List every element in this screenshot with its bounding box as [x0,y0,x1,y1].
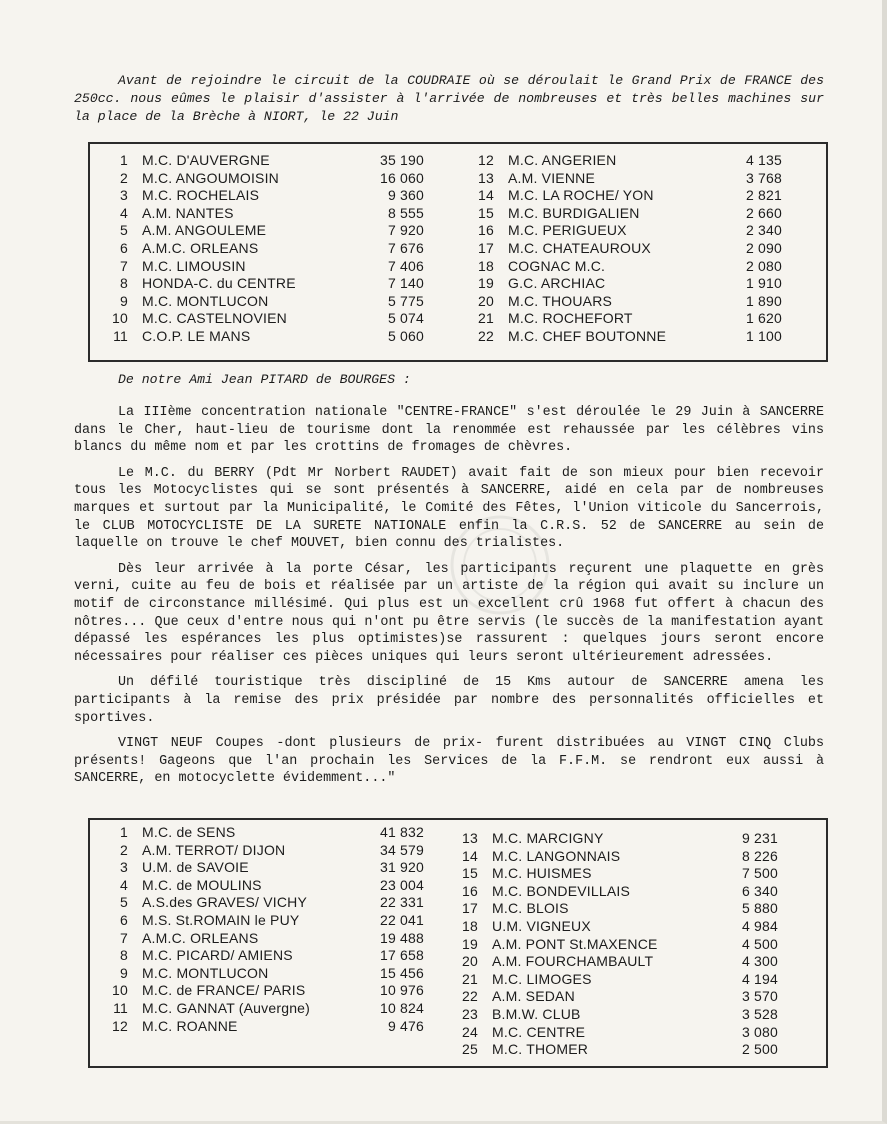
points-cell: 1 620 [745,310,782,327]
table-row [450,971,790,989]
rank-cell: 7 [120,929,128,946]
points-cell: 35 190 [379,152,424,168]
table-row [100,859,430,877]
rank-cell: 15 [478,204,494,221]
points-cell: 41 832 [379,824,424,840]
points-cell: 4 300 [741,953,778,970]
club-name-cell: M.C. ANGOUMOISIN [142,169,279,186]
table-row [450,953,790,971]
table-row [100,982,430,1000]
table-row [100,894,430,912]
points-cell: 9 231 [741,830,778,846]
rank-cell: 8 [120,947,128,964]
points-cell: 4 984 [741,917,778,934]
club-name-cell: M.C. CASTELNOVIEN [142,310,287,327]
club-name-cell: M.C. CENTRE [492,1023,586,1040]
club-name-cell: M.C. CHEF BOUTONNE [508,327,667,344]
points-cell: 23 004 [379,876,424,893]
table-row [450,936,790,954]
club-name-cell: M.C. LIMOGES [492,970,592,987]
points-cell: 34 579 [379,841,424,858]
points-cell: 10 824 [379,999,424,1016]
points-cell: 4 500 [741,935,778,952]
rank-cell: 5 [120,894,128,911]
points-cell: 5 880 [741,900,778,917]
club-name-cell: HONDA-C. du CENTRE [142,275,296,292]
club-name-cell: M.C. LIMOUSIN [142,257,246,274]
club-name-cell: A.M. VIENNE [508,169,595,186]
table-row [450,900,790,918]
rank-cell: 18 [462,917,478,934]
points-cell: 2 821 [745,187,782,204]
results-column-right [450,830,790,1059]
club-name-cell: A.M. PONT St.MAXENCE [492,935,658,952]
club-name-cell: M.C. MONTLUCON [142,964,269,981]
club-name-cell: M.C. BONDEVILLAIS [492,882,630,899]
club-name-cell: M.C. CHATEAUROUX [508,239,651,256]
table-row [466,205,796,223]
club-name-cell: A.M. TERROT/ DIJON [142,841,286,858]
table-row [100,1018,430,1036]
club-name-cell: C.O.P. LE MANS [142,327,251,344]
intro-paragraph [74,72,824,126]
table-row [100,205,430,223]
points-cell: 3 570 [741,988,778,1005]
rank-cell: 14 [478,187,494,204]
rank-cell: 9 [120,964,128,981]
table-row [466,152,796,170]
table-row [450,1041,790,1059]
rank-cell: 14 [462,847,478,864]
points-cell: 3 768 [745,169,782,186]
points-cell: 5 060 [387,327,424,344]
rank-cell: 19 [478,275,494,292]
table-row [100,187,430,205]
points-cell: 8 226 [741,847,778,864]
table-row [100,824,430,842]
club-name-cell: M.C. ROANNE [142,1017,238,1034]
points-cell: 3 080 [741,1023,778,1040]
table-row [466,187,796,205]
results-table-niort [88,142,828,362]
points-cell: 2 090 [745,239,782,256]
club-name-cell: A.M.C. ORLEANS [142,239,259,256]
table-row [100,328,430,346]
table-row [100,170,430,188]
club-name-cell: A.M. ANGOULEME [142,222,267,239]
table-row [100,258,430,276]
table-row [450,830,790,848]
rank-cell: 6 [120,239,128,256]
club-name-cell: M.C. THOUARS [508,292,613,309]
points-cell: 7 920 [387,222,424,239]
rank-cell: 13 [478,169,494,186]
club-name-cell: M.C. de FRANCE/ PARIS [142,982,306,999]
club-name-cell: M.C. ROCHELAIS [142,187,260,204]
club-name-cell: M.C. de MOULINS [142,876,262,893]
points-cell: 10 976 [379,982,424,999]
rank-cell: 21 [462,970,478,987]
rank-cell: 1 [120,152,128,168]
table-row [100,275,430,293]
points-cell: 5 074 [387,310,424,327]
rank-cell: 9 [120,292,128,309]
club-name-cell: M.C. HUISMES [492,865,592,882]
table-row [450,883,790,901]
table-row [450,988,790,1006]
rank-cell: 22 [478,327,494,344]
rank-cell: 10 [112,982,128,999]
results-column-left [100,152,430,346]
rank-cell: 20 [478,292,494,309]
club-name-cell: A.S.des GRAVES/ VICHY [142,894,307,911]
club-name-cell: A.M. NANTES [142,204,234,221]
club-name-cell: M.C. LA ROCHE/ YON [508,187,654,204]
club-name-cell: B.M.W. CLUB [492,1005,581,1022]
points-cell: 4 194 [741,970,778,987]
rank-cell: 10 [112,310,128,327]
club-name-cell: A.M. FOURCHAMBAULT [492,953,654,970]
rank-cell: 6 [120,911,128,928]
points-cell: 5 775 [387,292,424,309]
article-paragraph: Dès leur arrivée à la porte César, les participants reçurent une plaquette en grès verni, cuite au feu de bois et réalisée par un artiste de la région qui avait su inclure un motif de circonstance millésimé. Qui plus est un excellent crû 1968 fut offert à chacun des nôtres... Que ceux d'entre nous qui n'ont pu être servis (le succès de la manifestation ayant dépassé les espérances les plus optimistes)se rassurent : quelques jours seront encore nécessaires pour réaliser ces pièces uniques qui leurs seront ultérieurement adressées. [74,561,824,665]
club-name-cell: M.C. PERIGUEUX [508,222,627,239]
table-row [450,918,790,936]
rank-cell: 11 [113,999,128,1016]
club-name-cell: M.C. MONTLUCON [142,292,269,309]
rank-cell: 16 [478,222,494,239]
club-name-cell: M.C. ANGERIEN [508,152,617,168]
points-cell: 16 060 [379,169,424,186]
rank-cell: 12 [112,1017,128,1034]
rank-cell: 3 [120,187,128,204]
results-column-left [100,824,430,1035]
rank-cell: 21 [478,310,494,327]
table-row [450,1024,790,1042]
intro-text: Avant de rejoindre le circuit de la COUDRAIE où se déroulait le Grand Prix de FRANCE des 250cc. nous eûmes le plaisir d'assister à l'arrivée de nombreuses et très belles machines sur la place de la Brèche à NIORT, le 22 Juin [74,73,824,124]
article-body [74,404,824,796]
table-row [466,328,796,346]
rank-cell: 22 [462,988,478,1005]
rank-cell: 3 [120,859,128,876]
rank-cell: 18 [478,257,494,274]
table-row [466,310,796,328]
points-cell: 22 041 [379,911,424,928]
rank-cell: 17 [462,900,478,917]
table-row [466,258,796,276]
table-row [466,240,796,258]
rank-cell: 25 [462,1041,478,1058]
club-name-cell: M.S. St.ROMAIN le PUY [142,911,300,928]
points-cell: 9 476 [387,1017,424,1034]
table-row [100,222,430,240]
table-row [100,877,430,895]
table-row [100,152,430,170]
rank-cell: 12 [478,152,494,168]
points-cell: 7 676 [387,239,424,256]
table-row [466,275,796,293]
article-paragraph: Le M.C. du BERRY (Pdt Mr Norbert RAUDET) avait fait de son mieux pour bien recevoir tous les Motocyclistes qui se sont présentés à SANCERRE, aidé en cela par de nombreuses marques et surtout par la Municipalité, le Comité des Fêtes, l'Union viticole du Sancerrois, le CLUB MOTOCYCLISTE DE LA SURETE NATIONALE enfin la C.R.S. 52 de SANCERRE au sein de laquelle on trouve le chef MOUVET, bien connu des trialistes. [74,465,824,552]
club-name-cell: M.C. BURDIGALIEN [508,204,640,221]
club-name-cell: U.M. de SAVOIE [142,859,249,876]
rank-cell: 4 [120,876,128,893]
points-cell: 31 920 [379,859,424,876]
club-name-cell: COGNAC M.C. [508,257,606,274]
rank-cell: 19 [462,935,478,952]
rank-cell: 24 [462,1023,478,1040]
table-row [100,293,430,311]
results-column-right [466,152,796,346]
points-cell: 7 406 [387,257,424,274]
rank-cell: 5 [120,222,128,239]
rank-cell: 16 [462,882,478,899]
points-cell: 9 360 [387,187,424,204]
rank-cell: 2 [120,169,128,186]
table-row [100,842,430,860]
points-cell: 1 890 [745,292,782,309]
club-name-cell: M.C. GANNAT (Auvergne) [142,999,311,1016]
points-cell: 1 100 [745,327,782,344]
table-row [466,170,796,188]
club-name-cell: M.C. LANGONNAIS [492,847,621,864]
rank-cell: 11 [113,327,128,344]
rank-cell: 17 [478,239,494,256]
table-row [100,930,430,948]
rank-cell: 7 [120,257,128,274]
points-cell: 2 660 [745,204,782,221]
points-cell: 2 080 [745,257,782,274]
points-cell: 8 555 [387,204,424,221]
points-cell: 4 135 [745,152,782,168]
points-cell: 6 340 [741,882,778,899]
table-row [450,848,790,866]
table-row [100,240,430,258]
club-name-cell: M.C. BLOIS [492,900,569,917]
rank-cell: 23 [462,1005,478,1022]
table-row [100,1000,430,1018]
rank-cell: 13 [462,830,478,846]
points-cell: 7 500 [741,865,778,882]
club-name-cell: M.C. PICARD/ AMIENS [142,947,293,964]
rank-cell: 4 [120,204,128,221]
article-paragraph: La IIIème concentration nationale "CENTRE-FRANCE" s'est déroulée le 29 Juin à SANCERRE dans le Cher, haut-lieu de tourisme dont la renommée est rehaussée par les célèbres vins blancs du même nom et par les crottins de fromages de chèvres. [74,405,824,456]
table-row [100,947,430,965]
article-paragraph: VINGT NEUF Coupes -dont plusieurs de prix- furent distribuées au VINGT CINQ Clubs présents! Gageons que l'an prochain les Services de la F.F.M. se rendront eux aussi à SANCERRE, en motocyclette évidemment..." [74,736,824,787]
points-cell: 7 140 [387,275,424,292]
table-row [450,1006,790,1024]
points-cell: 1 910 [745,275,782,292]
rank-cell: 20 [462,953,478,970]
club-name-cell: M.C. D'AUVERGNE [142,152,270,168]
points-cell: 17 658 [379,947,424,964]
club-name-cell: G.C. ARCHIAC [508,275,606,292]
rank-cell: 15 [462,865,478,882]
table-row [100,310,430,328]
club-name-cell: M.C. MARCIGNY [492,830,604,846]
club-name-cell: M.C. de SENS [142,824,236,840]
table-row [466,293,796,311]
club-name-cell: M.C. THOMER [492,1041,589,1058]
rank-cell: 8 [120,275,128,292]
results-table-sancerre [88,818,828,1068]
points-cell: 2 500 [741,1041,778,1058]
club-name-cell: A.M. SEDAN [492,988,575,1005]
club-name-cell: U.M. VIGNEUX [492,917,591,934]
club-name-cell: A.M.C. ORLEANS [142,929,259,946]
table-row [466,222,796,240]
rank-cell: 2 [120,841,128,858]
points-cell: 22 331 [379,894,424,911]
rank-cell: 1 [120,824,128,840]
points-cell: 3 528 [741,1005,778,1022]
table-row [450,865,790,883]
table-row [100,912,430,930]
points-cell: 19 488 [379,929,424,946]
section-subtitle: De notre Ami Jean PITARD de BOURGES : [118,372,411,387]
article-paragraph: Un défilé touristique très discipliné de 15 Kms autour de SANCERRE amena les participants à la remise des prix présidée par nombre des personnalités officielles et sportives. [74,675,824,726]
points-cell: 15 456 [379,964,424,981]
table-row [100,965,430,983]
points-cell: 2 340 [745,222,782,239]
club-name-cell: M.C. ROCHEFORT [508,310,633,327]
